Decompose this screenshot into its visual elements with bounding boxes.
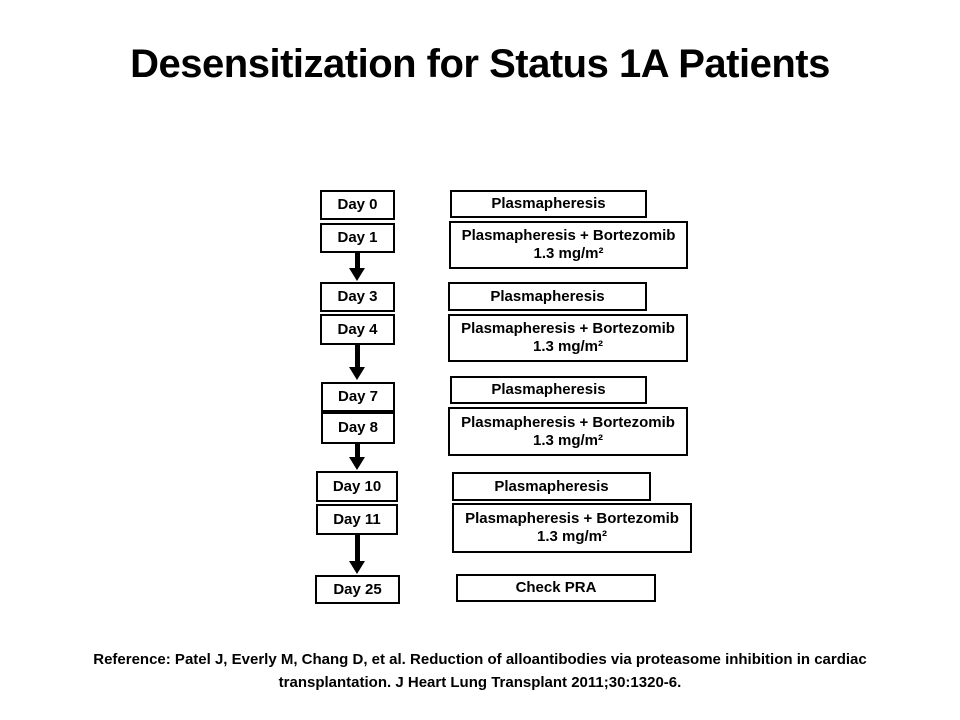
treatment-line-1: Plasmapheresis + Bortezomib	[465, 510, 679, 527]
day-box-1	[320, 223, 395, 253]
treatment-line-2: 1.3 mg/m²	[532, 338, 604, 355]
treatment-line-1: Plasmapheresis	[491, 381, 606, 398]
treatment-box-plasmapheresis-2	[448, 282, 647, 311]
day-box-25	[315, 575, 400, 604]
treatment-line-1: Check PRA	[515, 579, 597, 596]
arrowhead-icon	[349, 367, 365, 380]
day-box-label: Day 8	[337, 419, 379, 436]
arrow-shaft	[355, 253, 360, 268]
down-arrow-icon	[349, 535, 365, 574]
treatment-line-2: 1.3 mg/m²	[536, 528, 608, 545]
down-arrow-icon	[349, 253, 365, 281]
day-box-label: Day 3	[337, 288, 378, 305]
treatment-line-1: Plasmapheresis	[494, 477, 609, 495]
day-box-3	[320, 282, 395, 312]
day-box-label: Day 1	[337, 229, 378, 246]
day-box-7	[321, 382, 395, 412]
treatment-box-plasmapheresis-3	[450, 376, 647, 404]
down-arrow-icon	[349, 345, 365, 380]
reference-line-1: Reference: Patel J, Everly M, Chang D, et al. Reduction of alloantibodies via proteasome inhibition in cardiac	[93, 651, 867, 668]
treatment-line-1: Plasmapheresis	[491, 195, 606, 212]
day-box-0	[320, 190, 395, 220]
slide-title: Desensitization for Status 1A Patients	[130, 42, 830, 86]
day-box-4	[320, 314, 395, 345]
day-box-label: Day 11	[333, 510, 381, 528]
reference-citation	[0, 648, 960, 694]
arrow-shaft	[355, 535, 360, 561]
treatment-box-bortezomib-2	[448, 314, 688, 362]
treatment-box-bortezomib-3	[448, 407, 688, 456]
treatment-line-1: Plasmapheresis + Bortezomib	[461, 320, 675, 337]
day-box-label: Day 25	[333, 580, 382, 598]
treatment-line-2: 1.3 mg/m²	[532, 431, 604, 449]
arrowhead-icon	[349, 457, 365, 470]
treatment-box-plasmapheresis-1	[450, 190, 647, 218]
reference-line-2: transplantation. J Heart Lung Transplant 2011;30:1320-6.	[278, 674, 682, 691]
treatment-box-bortezomib-1	[449, 221, 688, 269]
arrow-shaft	[355, 444, 360, 457]
arrow-shaft	[355, 345, 360, 367]
treatment-line-2: 1.3 mg/m²	[533, 245, 604, 262]
day-box-label: Day 7	[337, 388, 379, 405]
treatment-box-plasmapheresis-4	[452, 472, 651, 501]
day-box-label: Day 10	[332, 477, 382, 495]
day-box-label: Day 4	[337, 320, 378, 338]
arrowhead-icon	[349, 268, 365, 281]
treatment-line-1: Plasmapheresis + Bortezomib	[461, 227, 676, 244]
treatment-line-1: Plasmapheresis	[490, 287, 605, 305]
treatment-box-bortezomib-4	[452, 503, 692, 553]
down-arrow-icon	[349, 444, 365, 470]
treatment-line-1: Plasmapheresis + Bortezomib	[461, 413, 675, 431]
treatment-box-check-pra	[456, 574, 656, 602]
arrowhead-icon	[349, 561, 365, 574]
day-box-10	[316, 471, 398, 502]
day-box-11	[316, 504, 398, 535]
day-box-8	[321, 412, 395, 444]
day-box-label: Day 0	[337, 196, 378, 213]
